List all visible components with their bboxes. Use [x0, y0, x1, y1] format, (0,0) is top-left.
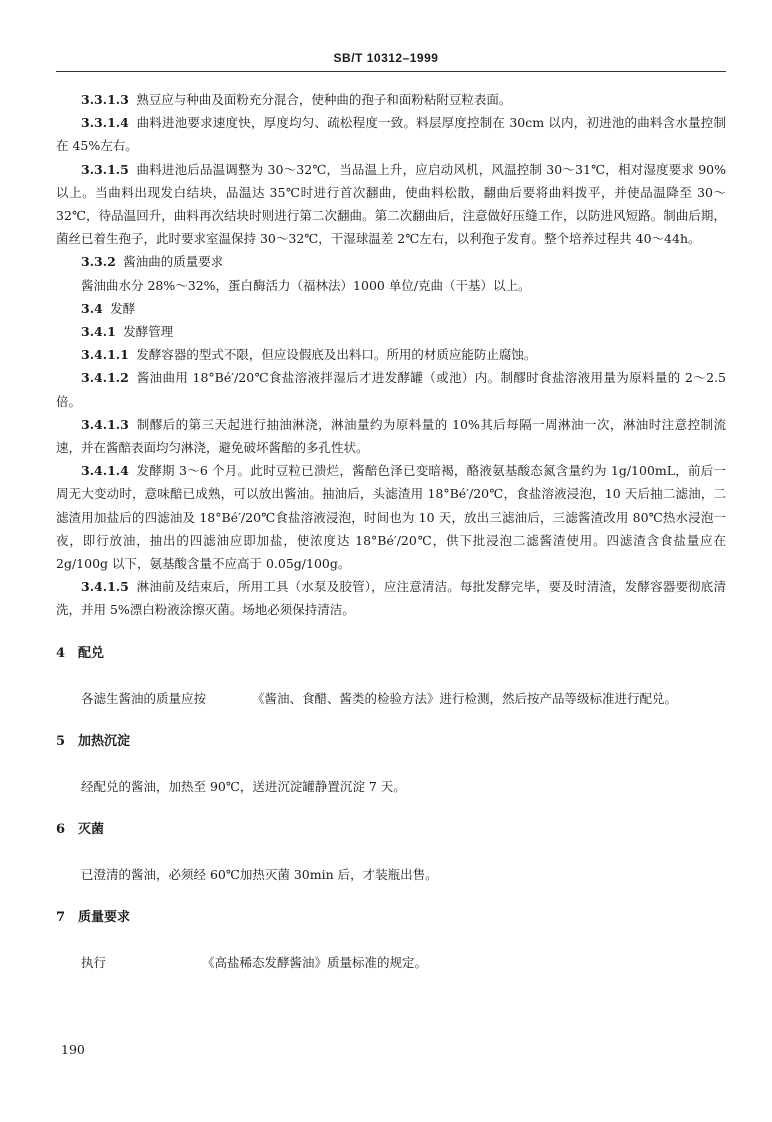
clause-number: 3.4.1.5	[81, 579, 129, 595]
clause-text: 淋油前及结束后，所用工具（水泵及胶管），应注意清洁。每批发酵完毕，要及时清渣，发酵容器要彻底清洗，并用 5%漂白粉液涂擦灭菌。场地必须保持清洁。	[56, 579, 726, 618]
clause-3-3-1-5	[56, 158, 726, 251]
subheading-3-3-2	[56, 250, 726, 273]
subheading-title: 发酵管理	[123, 324, 174, 340]
paragraph-3-3-2-body: 酱油曲水分 28%～32%，蛋白酶活力（福林法）1000 单位/克曲（干基）以上。	[81, 277, 531, 293]
subheading-number: 3.4.1	[81, 324, 116, 340]
section-heading-5	[56, 730, 726, 753]
section-text-lead: 执行	[81, 955, 107, 971]
clause-3-4-1-1	[56, 343, 726, 366]
clause-3-3-1-3	[56, 88, 726, 111]
section-number: 4	[56, 645, 66, 661]
standard-code-header: SB/T 10312–1999	[333, 51, 439, 65]
section-text-tail: 《酱油、食醋、酱类的检验方法》进行检测，然后按产品等级标准进行配兑。	[252, 690, 678, 706]
clause-number: 3.4.1.4	[81, 463, 129, 479]
section-number: 5	[56, 733, 66, 749]
clause-text: 发酵容器的型式不限，但应设假底及出料口。所用的材质应能防止腐蚀。	[136, 347, 537, 363]
document-body	[56, 88, 726, 974]
clause-3-4-1-2	[56, 366, 726, 412]
clause-text: 熟豆应与种曲及面粉充分混合，使种曲的孢子和面粉粘附豆粒表面。	[136, 92, 512, 107]
subheading-3-4	[56, 297, 726, 320]
clause-number: 3.3.1.4	[81, 115, 129, 131]
section-7-body	[56, 951, 726, 974]
section-text-tail: 《高盐稀态发酵酱油》质量标准的规定。	[202, 955, 428, 971]
clause-3-4-1-3	[56, 413, 726, 459]
subheading-3-4-1	[56, 320, 726, 343]
section-title: 灭菌	[78, 822, 105, 838]
section-title: 加热沉淀	[78, 733, 131, 749]
clause-text: 曲料进池要求速度快，厚度均匀、疏松程度一致。料层厚度控制在 30cm 以内，初进池的曲料含水量控制在 45%左右。	[56, 115, 726, 154]
section-text-lead: 各滤生酱油的质量应按	[81, 690, 207, 706]
section-heading-4	[56, 642, 726, 665]
clause-text: 制醪后的第三天起进行抽油淋浇，淋油量约为原料量的 10%其后每隔一周淋油一次，淋油时注意控制流速，并在酱醅表面均匀淋浇，避免破坏酱醅的多孔性状。	[56, 416, 726, 456]
section-4-body	[56, 687, 726, 710]
subheading-number: 3.3.2	[81, 254, 116, 270]
section-heading-7	[56, 906, 726, 929]
clause-text: 酱油曲用 18°Bé′/20℃食盐溶液拌湿后才进发酵罐（或池）内。制醪时食盐溶液用量为原料量的 2～2.5 倍。	[56, 370, 726, 409]
section-title: 质量要求	[78, 910, 131, 926]
clause-text: 曲料进池后品温调整为 30～32℃，当品温上升，应启动风机，风温控制 30～31℃，相对湿度要求 90%以上。当曲料出现发白结块，品温达 35℃时进行首次翻曲，使曲料松散，翻曲后要将曲料拨平，并使品温降至 30～32℃，待品温回升，曲料再次结块时则进行第二次翻曲。第二次翻曲后，注意做好压缝工作，以防进风短路。制曲后期，菌丝已着生孢子，此时要求室温保持 30～32℃，干湿球温差 2℃左右，以利孢子发育。整个培养过程共 40～44h。	[56, 161, 726, 247]
clause-3-4-1-4	[56, 459, 726, 575]
section-number: 6	[56, 822, 66, 838]
header-divider	[56, 71, 726, 72]
clause-number: 3.4.1.3	[81, 416, 129, 432]
section-title: 配兑	[78, 645, 105, 661]
subheading-number: 3.4	[81, 300, 103, 316]
clause-number: 3.3.1.5	[81, 161, 129, 177]
clause-number: 3.3.1.3	[81, 92, 129, 107]
clause-number: 3.4.1.1	[81, 347, 129, 363]
subheading-title: 酱油曲的质量要求	[123, 254, 224, 270]
clause-text: 发酵期 3～6 个月。此时豆粒已溃烂，酱醅色泽已变暗褐，酪液氨基酸态氮含量约为 1g/100mL，前后一周无大变动时，意味醅已成熟，可以放出酱油。抽油后，头滤渣用 18°Bé′/20℃，食盐溶液浸泡，10 天后抽二滤油，二滤渣用加盐后的四滤油及 18°Bé′/20℃食盐溶液浸泡，时间也为 10 天，放出三滤油后，三滤酱渣改用 80℃热水浸泡一夜，即行放油，抽出的四滤油应即加盐，使浓度达 18°Bé′/20℃，供下批浸泡二滤酱渣使用。四滤渣含食盐量应在 2g/100g 以下，氨基酸含量不应高于 0.05g/100g。	[56, 463, 726, 572]
clause-3-3-1-4	[56, 111, 726, 157]
clause-number: 3.4.1.2	[81, 370, 129, 386]
clause-3-4-1-5	[56, 575, 726, 621]
section-heading-6	[56, 818, 726, 841]
page-number: 190	[61, 1042, 85, 1057]
subheading-title: 发酵	[110, 300, 136, 316]
section-number: 7	[56, 910, 66, 926]
section-6-body: 已澄清的酱油，必须经 60℃加热灭菌 30min 后，才装瓶出售。	[81, 867, 438, 883]
section-5-body: 经配兑的酱油，加热至 90℃，送进沉淀罐静置沉淀 7 天。	[81, 778, 406, 794]
